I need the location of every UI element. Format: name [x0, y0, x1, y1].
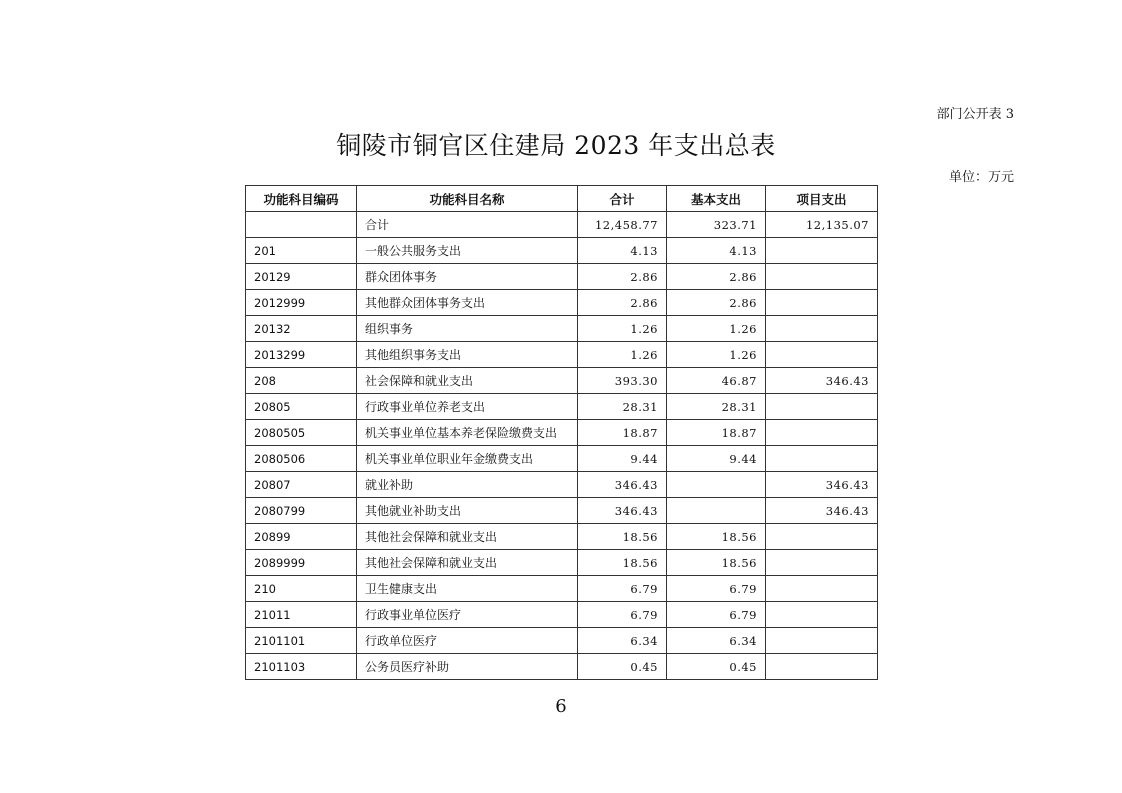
cell-name: 社会保障和就业支出	[357, 368, 578, 394]
cell-basic: 4.13	[667, 238, 766, 264]
table-row	[246, 290, 878, 316]
cell-name: 行政单位医疗	[357, 628, 578, 654]
cell-basic: 1.26	[667, 342, 766, 368]
cell-name: 机关事业单位基本养老保险缴费支出	[357, 420, 578, 446]
table-row	[246, 342, 878, 368]
cell-code: 20805	[246, 394, 357, 420]
cell-basic: 323.71	[667, 212, 766, 238]
cell-basic: 46.87	[667, 368, 766, 394]
cell-total: 9.44	[578, 446, 667, 472]
cell-total: 346.43	[578, 498, 667, 524]
cell-project	[766, 446, 878, 472]
cell-code: 20807	[246, 472, 357, 498]
cell-code: 2080799	[246, 498, 357, 524]
cell-name: 群众团体事务	[357, 264, 578, 290]
table-row	[246, 264, 878, 290]
table-row	[246, 602, 878, 628]
cell-name: 一般公共服务支出	[357, 238, 578, 264]
cell-code: 20129	[246, 264, 357, 290]
table-row	[246, 472, 878, 498]
cell-code: 2080505	[246, 420, 357, 446]
table-row	[246, 316, 878, 342]
cell-total: 6.79	[578, 602, 667, 628]
cell-total: 1.26	[578, 316, 667, 342]
cell-code	[246, 212, 357, 238]
cell-project	[766, 628, 878, 654]
cell-total: 0.45	[578, 654, 667, 680]
cell-project: 346.43	[766, 472, 878, 498]
cell-name: 其他群众团体事务支出	[357, 290, 578, 316]
table-row	[246, 498, 878, 524]
cell-total: 346.43	[578, 472, 667, 498]
cell-basic: 0.45	[667, 654, 766, 680]
cell-code: 2089999	[246, 550, 357, 576]
cell-project: 12,135.07	[766, 212, 878, 238]
table-row	[246, 212, 878, 238]
cell-basic	[667, 498, 766, 524]
cell-total: 12,458.77	[578, 212, 667, 238]
cell-name: 机关事业单位职业年金缴费支出	[357, 446, 578, 472]
cell-project: 346.43	[766, 498, 878, 524]
cell-code: 2080506	[246, 446, 357, 472]
cell-project	[766, 264, 878, 290]
cell-name: 行政事业单位养老支出	[357, 394, 578, 420]
cell-basic: 18.87	[667, 420, 766, 446]
table-row	[246, 550, 878, 576]
table-row	[246, 368, 878, 394]
cell-name: 行政事业单位医疗	[357, 602, 578, 628]
header-project: 项目支出	[766, 186, 878, 212]
cell-basic: 28.31	[667, 394, 766, 420]
cell-project	[766, 420, 878, 446]
unit-label: 单位：万元	[948, 170, 1014, 185]
cell-basic: 6.79	[667, 602, 766, 628]
cell-total: 6.34	[578, 628, 667, 654]
header-code: 功能科目编码	[246, 186, 357, 212]
cell-total: 18.56	[578, 550, 667, 576]
page-number: 6	[555, 696, 567, 717]
cell-total: 28.31	[578, 394, 667, 420]
cell-project	[766, 550, 878, 576]
cell-total: 18.87	[578, 420, 667, 446]
cell-total: 2.86	[578, 264, 667, 290]
cell-total: 6.79	[578, 576, 667, 602]
cell-name: 其他社会保障和就业支出	[357, 524, 578, 550]
cell-basic	[667, 472, 766, 498]
cell-project	[766, 316, 878, 342]
cell-project	[766, 290, 878, 316]
cell-code: 2013299	[246, 342, 357, 368]
cell-name: 就业补助	[357, 472, 578, 498]
cell-basic: 6.79	[667, 576, 766, 602]
cell-basic: 6.34	[667, 628, 766, 654]
cell-name: 其他组织事务支出	[357, 342, 578, 368]
table-row	[246, 576, 878, 602]
cell-name: 其他就业补助支出	[357, 498, 578, 524]
table-row	[246, 238, 878, 264]
cell-code: 20899	[246, 524, 357, 550]
cell-name: 卫生健康支出	[357, 576, 578, 602]
cell-project	[766, 342, 878, 368]
cell-code: 2012999	[246, 290, 357, 316]
cell-basic: 1.26	[667, 316, 766, 342]
cell-total: 4.13	[578, 238, 667, 264]
cell-basic: 2.86	[667, 264, 766, 290]
cell-total: 1.26	[578, 342, 667, 368]
cell-code: 208	[246, 368, 357, 394]
cell-basic: 18.56	[667, 524, 766, 550]
cell-code: 20132	[246, 316, 357, 342]
cell-project	[766, 654, 878, 680]
cell-project	[766, 524, 878, 550]
table-row	[246, 394, 878, 420]
cell-name: 公务员医疗补助	[357, 654, 578, 680]
header-basic: 基本支出	[667, 186, 766, 212]
table-row	[246, 524, 878, 550]
cell-project	[766, 394, 878, 420]
cell-code: 2101101	[246, 628, 357, 654]
table-row	[246, 420, 878, 446]
cell-project	[766, 238, 878, 264]
cell-project: 346.43	[766, 368, 878, 394]
table-row	[246, 654, 878, 680]
header-total: 合计	[578, 186, 667, 212]
cell-name: 组织事务	[357, 316, 578, 342]
document-title: 铜陵市铜官区住建局 2023 年支出总表	[336, 131, 776, 160]
cell-code: 201	[246, 238, 357, 264]
cell-total: 393.30	[578, 368, 667, 394]
table-row	[246, 628, 878, 654]
table-row	[246, 446, 878, 472]
expenditure-table	[245, 185, 878, 680]
cell-total: 18.56	[578, 524, 667, 550]
cell-total: 2.86	[578, 290, 667, 316]
document-tag: 部门公开表 3	[936, 107, 1014, 122]
cell-code: 2101103	[246, 654, 357, 680]
cell-code: 21011	[246, 602, 357, 628]
cell-project	[766, 602, 878, 628]
header-name: 功能科目名称	[357, 186, 578, 212]
cell-name: 合计	[357, 212, 578, 238]
table-body	[246, 212, 878, 680]
cell-basic: 18.56	[667, 550, 766, 576]
cell-project	[766, 576, 878, 602]
cell-basic: 9.44	[667, 446, 766, 472]
table-header-row	[246, 186, 878, 212]
cell-name: 其他社会保障和就业支出	[357, 550, 578, 576]
cell-basic: 2.86	[667, 290, 766, 316]
cell-code: 210	[246, 576, 357, 602]
